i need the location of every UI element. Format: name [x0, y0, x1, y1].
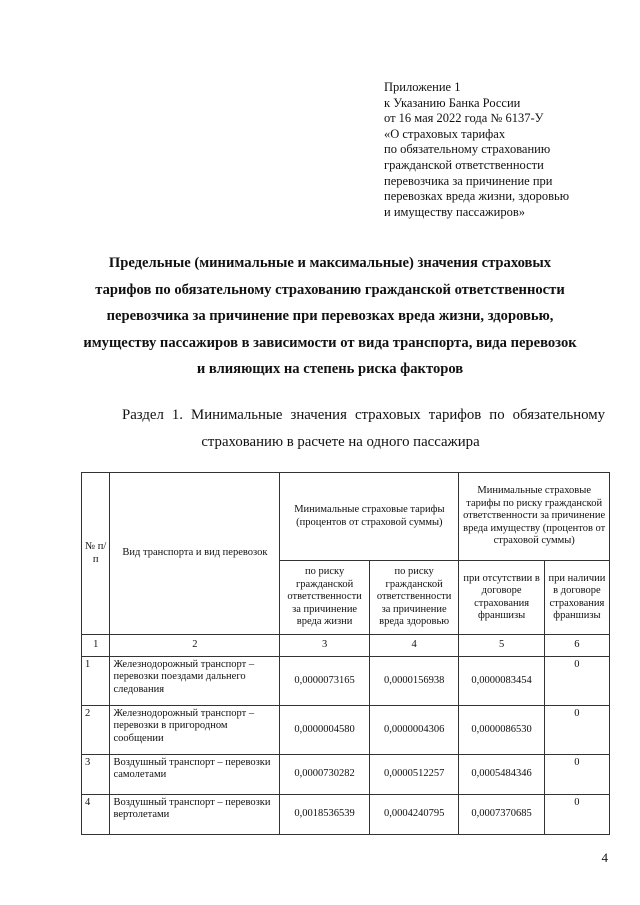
header-col3: по риску гражданской ответственности за причинение вреда жизни	[280, 561, 370, 635]
section-heading-line: Раздел 1. Минимальные значения страховых тарифов по обязательному	[122, 407, 605, 423]
row-kind: Железнодорожный транспорт – перевозки в пригородном сообщении	[110, 706, 280, 755]
index-cell: 4	[369, 635, 459, 657]
row-kind: Воздушный транспорт – перевозки самолетами	[110, 755, 280, 795]
annex-line: перевозчика за причинение при	[384, 173, 553, 188]
header-col6: при наличии в договоре страхования франшизы	[544, 561, 609, 635]
row-life: 0,0018536539	[280, 795, 370, 835]
table-index-row	[82, 635, 610, 657]
annex-reference	[384, 80, 624, 220]
title-line: имуществу пассажиров в зависимости от вида транспорта, вида перевозок	[83, 334, 577, 351]
row-property-franchise: 0	[544, 755, 609, 795]
annex-line: гражданской ответственности	[384, 157, 544, 172]
index-cell: 6	[544, 635, 609, 657]
annex-line: по обязательному страхованию	[384, 142, 551, 157]
title-line: Предельные (минимальные и максимальные) значения страховых	[108, 255, 552, 271]
row-num: 2	[82, 706, 110, 755]
row-health: 0,0000156938	[369, 657, 459, 706]
page-number: 4	[601, 850, 608, 865]
index-cell: 5	[459, 635, 544, 657]
header-col4: по риску гражданской ответственности за причинение вреда здоровью	[369, 561, 459, 635]
row-life: 0,0000073165	[280, 657, 370, 706]
section-heading	[60, 402, 605, 455]
annex-line: «О страховых тарифах	[384, 126, 506, 141]
index-cell: 2	[110, 635, 280, 657]
header-num: № п/п	[82, 473, 110, 635]
annex-line: Приложение 1	[384, 80, 461, 94]
title-line: и влияющих на степень риска факторов	[196, 361, 464, 377]
row-health: 0,0000004306	[369, 706, 459, 755]
table-row	[82, 755, 610, 795]
annex-line: перевозках вреда жизни, здоровью	[384, 189, 570, 204]
row-num: 4	[82, 795, 110, 835]
row-property-franchise: 0	[544, 795, 609, 835]
annex-line: и имуществу пассажиров»	[384, 204, 526, 219]
row-property-no-franchise: 0,0000086530	[459, 706, 544, 755]
row-health: 0,0000512257	[369, 755, 459, 795]
header-kind: Вид транспорта и вид перевозок	[110, 473, 280, 635]
row-health: 0,0004240795	[369, 795, 459, 835]
row-property-no-franchise: 0,0007370685	[459, 795, 544, 835]
table-header-row	[82, 473, 610, 561]
annex-line: от 16 мая 2022 года № 6137-У	[384, 111, 544, 126]
row-num: 3	[82, 755, 110, 795]
row-num: 1	[82, 657, 110, 706]
index-cell: 1	[82, 635, 110, 657]
title-line: тарифов по обязательному страхованию гражданской ответственности	[95, 281, 565, 298]
header-group-min: Минимальные страховые тарифы (процентов от страховой суммы)	[280, 473, 459, 561]
row-kind: Железнодорожный транспорт – перевозки поездами дальнего следования	[110, 657, 280, 706]
tariffs-table	[81, 472, 610, 835]
table-row	[82, 657, 610, 706]
row-kind: Воздушный транспорт – перевозки вертолетами	[110, 795, 280, 835]
document-title	[40, 250, 620, 383]
index-cell: 3	[280, 635, 370, 657]
annex-line: к Указанию Банка России	[384, 95, 521, 110]
row-property-no-franchise: 0,0005484346	[459, 755, 544, 795]
row-property-no-franchise: 0,0000083454	[459, 657, 544, 706]
table-row	[82, 706, 610, 755]
row-property-franchise: 0	[544, 657, 609, 706]
row-life: 0,0000730282	[280, 755, 370, 795]
row-property-franchise: 0	[544, 706, 609, 755]
row-life: 0,0000004580	[280, 706, 370, 755]
section-heading-line: страхованию в расчете на одного пассажира	[201, 433, 480, 450]
header-col5: при отсутствии в договоре страхования франшизы	[459, 561, 544, 635]
table-row	[82, 795, 610, 835]
title-line: перевозчика за причинение при перевозках вреда жизни, здоровью,	[106, 308, 554, 324]
header-group-property: Минимальные страховые тарифы по риску гражданской ответственности за причинение вреда имуществу (процентов от страховой суммы)	[459, 473, 610, 561]
